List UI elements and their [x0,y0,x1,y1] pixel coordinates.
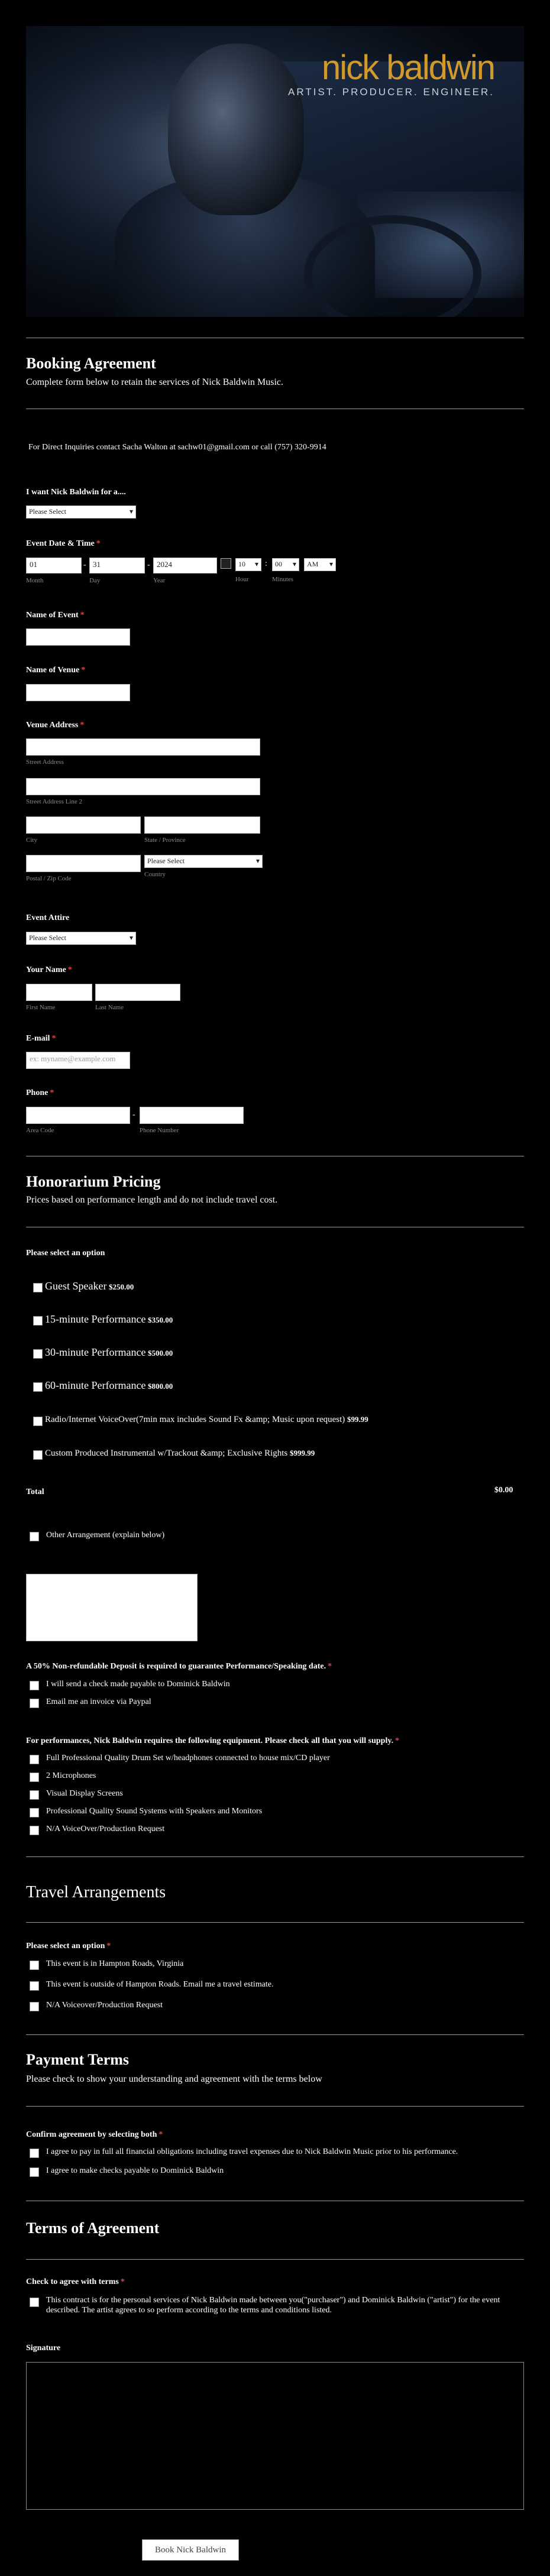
pricing-subtitle: Prices based on performance length and do not include travel cost. [26,1195,278,1205]
pricing-option [45,1415,368,1425]
deposit-option-paypal: Email me an invoice via Paypal [46,1697,151,1706]
street-sublabel: Street Address [26,759,64,766]
area-code-sublabel: Area Code [26,1127,54,1134]
email-input[interactable]: ex: myname@example.com [26,1052,130,1069]
other-checkbox[interactable] [30,1532,39,1541]
required-marker: * [80,611,85,620]
date-separator: - [147,560,150,569]
venue-address-label [26,721,84,730]
terms-text: This contract is for the personal services of Nick Baldwin made between you("purchaser") and Dominick Baldwin ("artist") for the event described. The artist agrees to so perform according to the terms and conditions listed. [46,2296,500,2315]
submit-button[interactable]: Book Nick Baldwin [142,2539,239,2561]
total-value: $0.00 [494,1486,513,1495]
hero-person-head [168,44,304,215]
divider [26,2259,524,2260]
terms-check-label [26,2277,125,2287]
required-marker: * [158,2130,163,2139]
option-price: $999.99 [290,1449,315,1457]
street-input[interactable] [26,738,260,756]
equipment-checkbox[interactable] [30,1826,39,1835]
terms-check-label-text: Check to agree with terms [26,2277,119,2286]
terms-title: Terms of Agreement [26,2219,160,2237]
option-price: $250.00 [108,1282,134,1291]
country-select[interactable]: Please Select ▾ [144,855,263,868]
city-sublabel: City [26,837,37,844]
month-input[interactable]: 01 [26,558,82,573]
phone-label-text: Phone [26,1088,48,1097]
equipment-option: Professional Quality Sound Systems with Speakers and Monitors [46,1807,263,1816]
payment-subtitle: Please check to show your understanding and agreement with the terms below [26,2074,322,2084]
payment-checkbox[interactable] [30,2167,39,2177]
required-marker: * [96,539,101,548]
equipment-label [26,1736,399,1746]
option-checkbox[interactable] [33,1450,43,1460]
postal-sublabel: Postal / Zip Code [26,875,72,882]
want-select[interactable]: Please Select ▾ [26,506,136,519]
phone-label [26,1088,54,1098]
last-name-sublabel: Last Name [95,1004,124,1011]
want-label: I want Nick Baldwin for a.... [26,488,126,497]
pricing-option [45,1313,173,1326]
pricing-option [45,1280,134,1292]
event-date-label-text: Event Date & Time [26,539,95,548]
equipment-checkbox[interactable] [30,1808,39,1817]
hour-sublabel: Hour [235,576,249,583]
first-name-sublabel: First Name [26,1004,56,1011]
option-label: Radio/Internet VoiceOver(7min max includes Sound Fx &amp; Music upon request) [45,1415,345,1424]
travel-title: Travel Arrangements [26,1883,166,1901]
city-input[interactable] [26,816,141,834]
option-price: $350.00 [147,1315,173,1324]
inquiry-text: For Direct Inquiries contact Sacha Walton at sachw01@gmail.com or call (757) 320-9914 [28,443,326,452]
event-date-label [26,539,101,549]
other-textarea[interactable] [26,1574,198,1641]
other-label: Other Arrangement (explain below) [46,1531,165,1540]
option-checkbox[interactable] [33,1417,43,1426]
country-sublabel: Country [144,871,166,878]
page-title: Booking Agreement [26,355,156,372]
pricing-title: Honorarium Pricing [26,1173,161,1190]
option-label: Custom Produced Instrumental w/Trackout &amp; Exclusive Rights [45,1449,288,1458]
email-label-text: E-mail [26,1034,50,1043]
option-price: $99.99 [347,1415,368,1424]
your-name-label-text: Your Name [26,965,66,974]
first-name-input[interactable] [26,984,92,1001]
attire-select[interactable]: Please Select ▾ [26,932,136,945]
divider [26,2034,524,2035]
option-label: Guest Speaker [45,1280,107,1292]
state-input[interactable] [144,816,260,834]
option-price: $500.00 [147,1349,173,1357]
email-label [26,1034,56,1044]
hour-select[interactable]: 10 ▾ [235,558,261,571]
required-marker: * [67,965,72,974]
deposit-paypal-option[interactable] [30,1699,39,1708]
option-label: 30-minute Performance [45,1346,146,1358]
divider [26,2106,524,2107]
total-label: Total [26,1488,44,1496]
travel-select-label-text: Please select an option [26,1942,105,1950]
street2-sublabel: Street Address Line 2 [26,798,83,805]
last-name-input[interactable] [95,984,180,1001]
equipment-option: N/A VoiceOver/Production Request [46,1825,165,1833]
phone-number-input[interactable] [140,1107,244,1124]
travel-checkbox[interactable] [30,1981,39,1991]
event-name-label [26,611,85,620]
terms-checkbox[interactable] [30,2298,39,2307]
payment-option: I agree to pay in full all financial obligations including travel expenses due to Nick Baldwin Music prior to his performance. [46,2147,458,2156]
payment-checkbox[interactable] [30,2149,39,2158]
venue-name-label-text: Name of Venue [26,666,80,675]
option-label: 15-minute Performance [45,1313,146,1325]
equipment-checkbox[interactable] [30,1773,39,1782]
travel-option: This event is outside of Hampton Roads. Email me a travel estimate. [46,1980,274,1989]
signature-label: Signature [26,2344,61,2353]
option-label: 60-minute Performance [45,1379,146,1391]
option-checkbox[interactable] [33,1349,43,1359]
attire-label: Event Attire [26,913,70,922]
travel-option: N/A Voiceover/Production Request [46,2001,163,2010]
brand-logo [288,48,494,98]
divider [26,1922,524,1923]
calendar-icon[interactable] [221,558,231,569]
ampm-select[interactable]: AM ▾ [304,558,336,571]
street2-input[interactable] [26,778,260,795]
day-sublabel: Day [89,577,101,584]
option-checkbox[interactable] [33,1382,43,1392]
travel-checkbox[interactable] [30,2002,39,2011]
required-marker: * [120,2277,125,2286]
pricing-select-label: Please select an option [26,1249,105,1258]
travel-select-label [26,1942,111,1951]
page-subtitle: Complete form below to retain the services of Nick Baldwin Music. [26,377,284,387]
venue-name-label [26,666,85,675]
option-checkbox[interactable] [33,1283,43,1292]
equipment-checkbox[interactable] [30,1790,39,1800]
state-sublabel: State / Province [144,837,186,844]
venue-name-input[interactable] [26,684,130,701]
pricing-option [45,1346,173,1359]
phone-number-sublabel: Phone Number [140,1127,179,1134]
travel-checkbox[interactable] [30,1961,39,1970]
equipment-checkbox[interactable] [30,1755,39,1764]
required-marker: * [328,1662,332,1671]
confirm-label [26,2130,163,2140]
signature-pad[interactable] [26,2362,524,2510]
deposit-label [26,1662,332,1671]
postal-input[interactable] [26,855,141,872]
deposit-label-text: A 50% Non-refundable Deposit is required to guarantee Performance/Speaking date. [26,1662,326,1671]
option-checkbox[interactable] [33,1316,43,1326]
event-name-input[interactable] [26,628,130,646]
divider [26,1856,524,1857]
time-colon: : [265,559,267,568]
event-name-label-text: Name of Event [26,611,79,620]
day-input[interactable]: 31 [89,558,145,573]
travel-option: This event is in Hampton Roads, Virginia [46,1959,184,1968]
deposit-check-option[interactable] [30,1681,39,1690]
hero-banner [26,26,524,317]
equipment-option: Full Professional Quality Drum Set w/headphones connected to house mix/CD player [46,1754,330,1762]
confirm-label-text: Confirm agreement by selecting both [26,2130,157,2139]
payment-option: I agree to make checks payable to Dominick Baldwin [46,2166,224,2175]
required-marker: * [80,721,85,730]
required-marker: * [106,1942,111,1950]
phone-separator: - [132,1110,135,1119]
area-code-input[interactable] [26,1107,130,1124]
required-marker: * [81,666,86,675]
pricing-option [45,1379,173,1392]
minutes-select[interactable]: 00 ▾ [272,558,299,571]
logo-name: nick baldwin [322,48,494,87]
option-price: $800.00 [147,1382,173,1391]
month-sublabel: Month [26,577,44,584]
equipment-option: Visual Display Screens [46,1789,123,1798]
required-marker: * [51,1034,56,1043]
date-separator: - [83,560,86,569]
equipment-option: 2 Microphones [46,1771,96,1780]
your-name-label [26,965,72,975]
required-marker: * [50,1088,54,1097]
venue-address-label-text: Venue Address [26,721,79,730]
minutes-sublabel: Minutes [272,576,294,583]
required-marker: * [395,1736,400,1745]
payment-title: Payment Terms [26,2051,130,2068]
year-input[interactable]: 2024 [153,558,217,573]
deposit-option-check: I will send a check made payable to Dominick Baldwin [46,1680,230,1689]
logo-tagline: ARTIST. PRODUCER. ENGINEER. [288,86,494,98]
pricing-option [45,1449,315,1459]
equipment-label-text: For performances, Nick Baldwin requires the following equipment. Please check all that you will supply. [26,1736,394,1745]
year-sublabel: Year [153,577,166,584]
